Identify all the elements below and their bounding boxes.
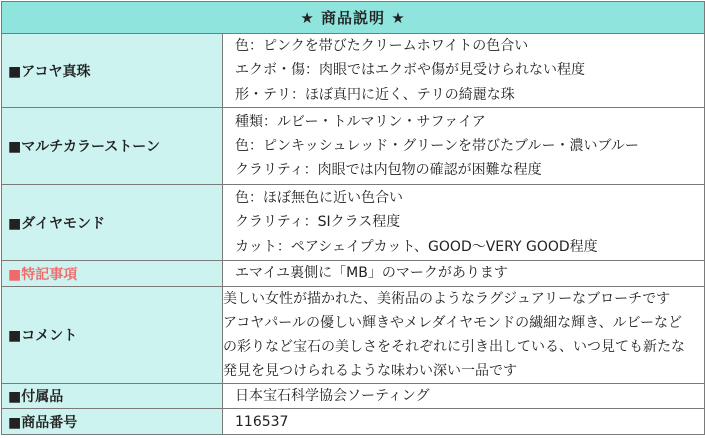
value-line: 発見を見つけられるような味わい深い一品です — [223, 363, 517, 379]
value-diamond — [223, 185, 705, 261]
table-row — [2, 185, 705, 261]
label-accessories: ■付属品 — [2, 384, 223, 409]
value-line: カット：ペアシェイプカット、GOOD～VERY GOOD程度 — [235, 238, 598, 255]
label-multicolor-stone: ■マルチカラーストーン — [2, 108, 223, 185]
value-special-notes — [223, 261, 705, 287]
value-line: アコヤパールの優しい輝きやメレダイヤモンドの繊細な輝き、ルビーなど — [223, 315, 683, 331]
table-row — [2, 409, 705, 435]
table-row — [2, 261, 705, 287]
value-line: クラリティ：肉眼では内包物の確認が困難な程度 — [235, 162, 542, 179]
table-row — [2, 34, 705, 108]
table-row — [2, 287, 705, 384]
value-line: 116537 — [235, 413, 289, 430]
value-line: 美しい女性が描かれた、美術品のようなラグジュアリーなブローチです — [223, 291, 671, 307]
value-line: 色：ピンクを帯びたクリームホワイトの色合い — [235, 38, 529, 55]
label-special-notes: ■特記事項 — [2, 261, 223, 287]
label-akoya-pearl: ■アコヤ真珠 — [2, 34, 223, 108]
value-line: 日本宝石科学協会ソーティング — [235, 388, 430, 404]
value-line: エマイユ裏側に「MB」のマークがあります — [235, 265, 508, 282]
value-line: クラリティ：SIクラス程度 — [235, 214, 401, 231]
value-line: 色：ピンキッシュレッド・グリーンを帯びたブルー・濃いブルー — [235, 137, 639, 154]
table-title: ★ 商品説明 ★ — [2, 2, 705, 34]
value-line: 種類：ルビー・トルマリン・サファイア — [235, 113, 486, 130]
label-product-number: ■商品番号 — [2, 409, 223, 435]
label-diamond: ■ダイヤモンド — [2, 185, 223, 261]
value-line: 色：ほぼ無色に近い色合い — [235, 190, 403, 207]
table-row — [2, 384, 705, 409]
label-comment: ■コメント — [2, 287, 223, 384]
value-line: の彩りなど宝石の美しさをそれぞれに引き出している、いつ見ても新たな — [223, 339, 685, 355]
product-description-table — [1, 1, 705, 435]
value-accessories — [223, 384, 705, 409]
value-comment — [223, 287, 705, 384]
value-multicolor-stone — [223, 108, 705, 185]
value-akoya-pearl — [223, 34, 705, 108]
value-line: 形・テリ：ほぼ真円に近く、テリの綺麗な珠 — [235, 86, 515, 103]
value-product-number — [223, 409, 705, 435]
value-line: エクボ・傷：肉眼ではエクボや傷が見受けられない程度 — [235, 62, 585, 79]
table-row — [2, 108, 705, 185]
